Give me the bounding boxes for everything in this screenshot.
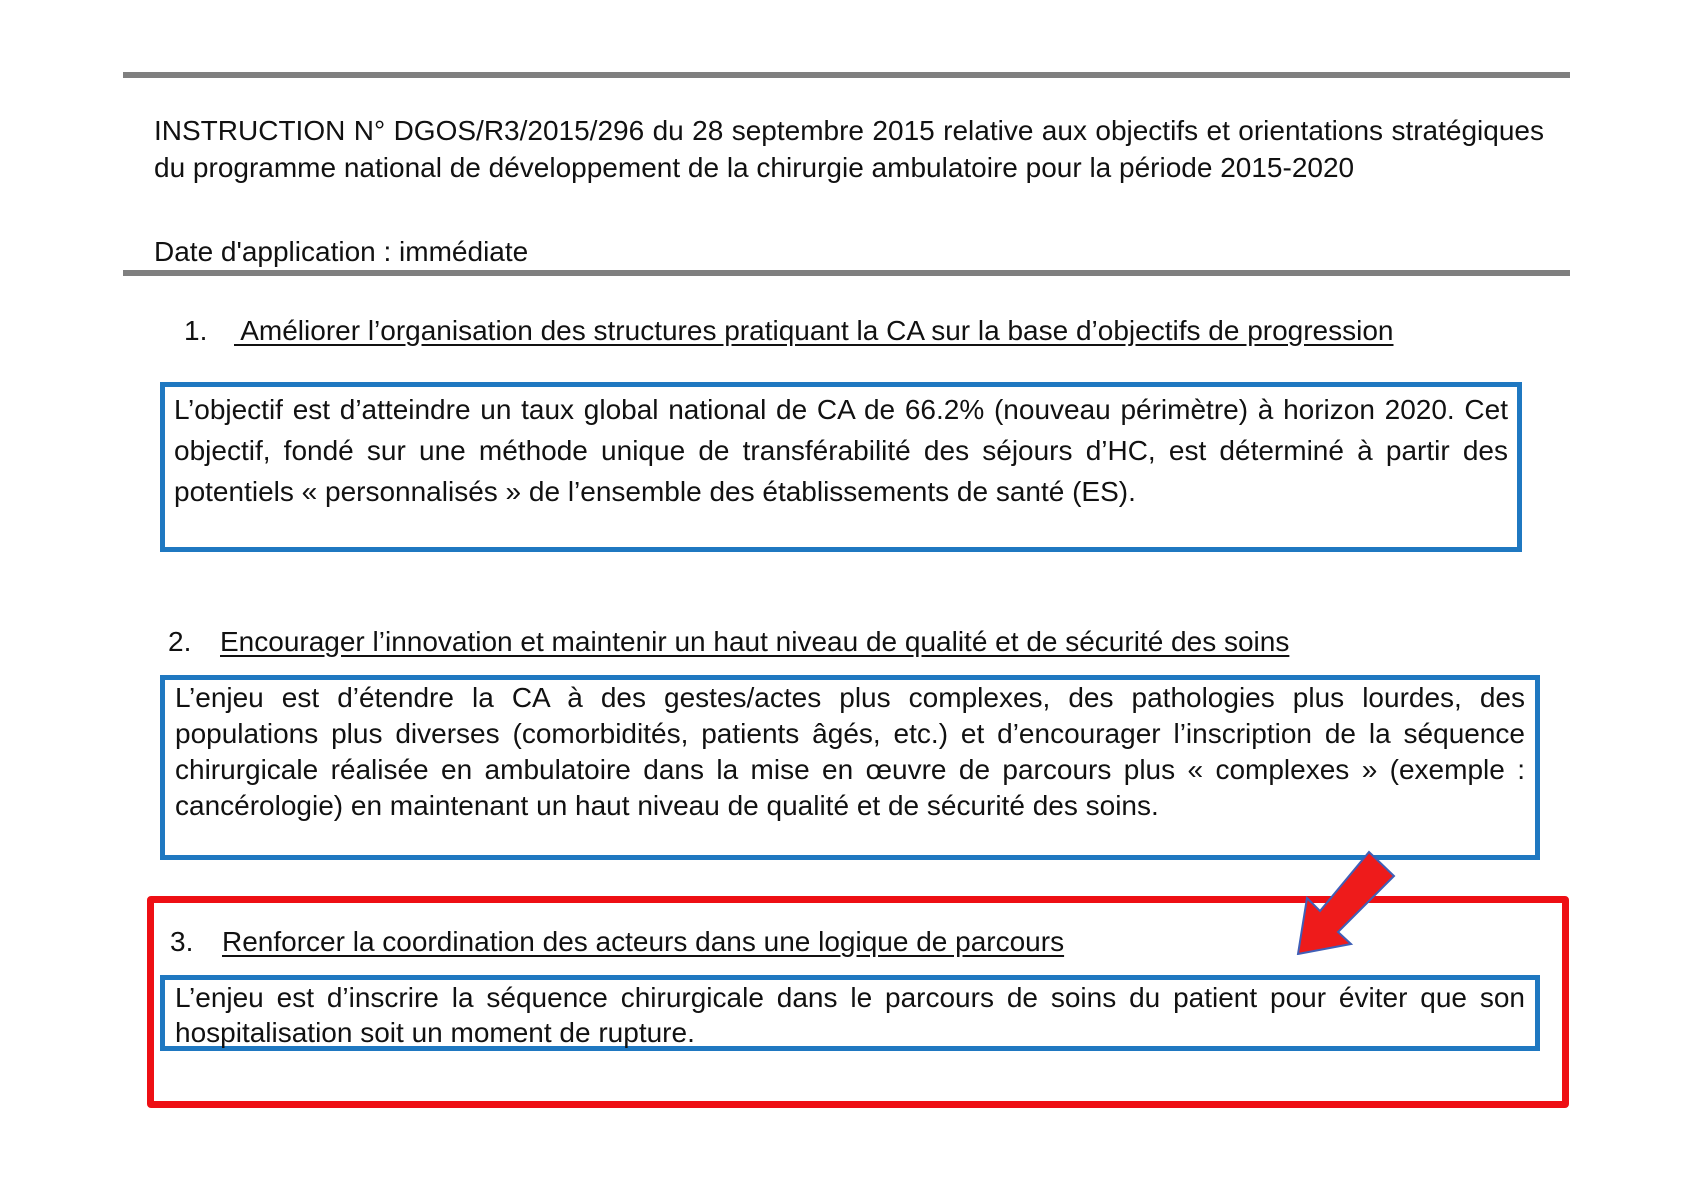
application-date: Date d'application : immédiate	[154, 236, 529, 267]
instruction-title: INSTRUCTION N° DGOS/R3/2015/296 du 28 septembre 2015 relative aux objectifs et orientations stratégiques du programme national de développement de la chirurgie ambulatoire pour la période 2015-2020	[154, 115, 1544, 183]
section-1-text: L’objectif est d’atteindre un taux global national de CA de 66.2% (nouveau périmètre) à horizon 2020. Cet objectif, fondé sur une méthode unique de transférabilité des séjours d’HC, est déterminé à partir des potentiels « personnalisés » de l’ensemble des établissements de santé (ES).	[174, 394, 1508, 507]
instruction-header	[123, 72, 1570, 276]
section-3-title: Renforcer la coordination des acteurs dans une logique de parcours	[222, 926, 1065, 957]
section-2-heading	[168, 625, 1289, 659]
section-3-heading	[170, 925, 1064, 959]
section-2-number: 2.	[168, 626, 192, 657]
section-3-text: L’enjeu est d’inscrire la séquence chirurgicale dans le parcours de soins du patient pour éviter que son hospitalisation soit un moment de rupture.	[175, 982, 1525, 1048]
section-1-box	[160, 382, 1522, 552]
section-1-heading	[184, 314, 1394, 348]
section-2-title: Encourager l’innovation et maintenir un haut niveau de qualité et de sécurité des soins	[220, 626, 1290, 657]
section-1-title: Améliorer l’organisation des structures pratiquant la CA sur la base d’objectifs de progression	[234, 315, 1394, 346]
section-3-number: 3.	[170, 926, 194, 957]
section-1-number: 1.	[184, 315, 208, 346]
arrow-down-left-icon	[1290, 840, 1400, 955]
section-3-box	[160, 975, 1540, 1051]
section-2-text: L’enjeu est d’étendre la CA à des gestes/actes plus complexes, des pathologies plus lourdes, des populations plus diverses (comorbidités, patients âgés, etc.) et d’encourager l’inscription de la séquence chirurgicale réalisée en ambulatoire dans la mise en œuvre de parcours plus « complexes » (exemple : cancérologie) en maintenant un haut niveau de qualité et de sécurité des soins.	[175, 682, 1525, 821]
section-2-box	[160, 675, 1540, 860]
